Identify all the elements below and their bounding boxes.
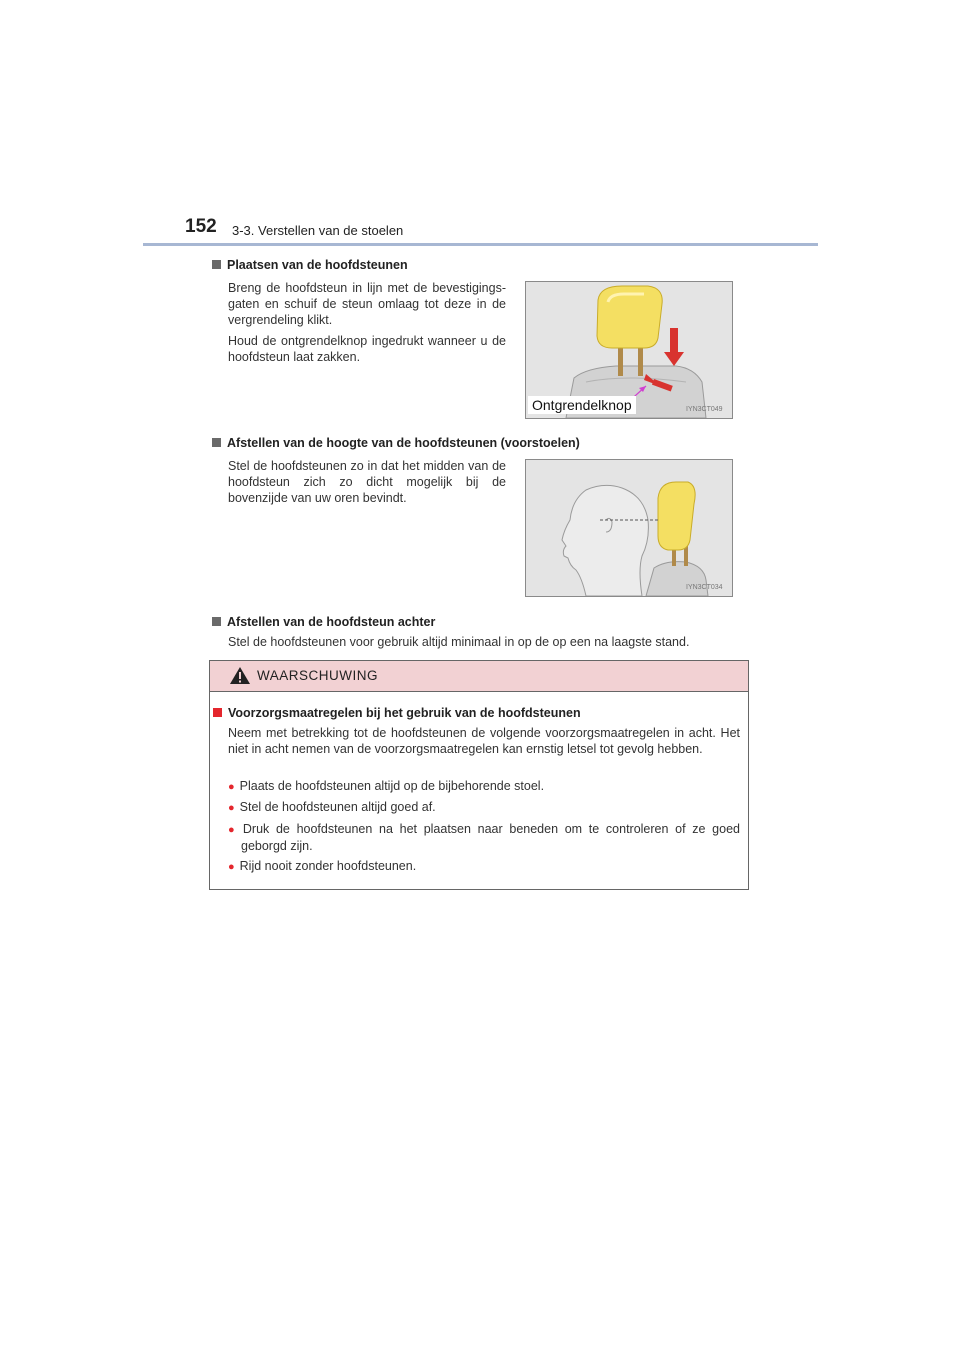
warning-box (209, 660, 749, 890)
red-dot-icon: ● (228, 861, 235, 873)
figure-code: IYN3CT034 (686, 584, 723, 591)
bullet-text: Rijd nooit zonder hoofdsteunen. (239, 859, 417, 873)
heading-placing-headrests (212, 258, 408, 272)
square-bullet-icon (212, 617, 221, 626)
square-bullet-icon (212, 260, 221, 269)
bullet-text: Stel de hoofdsteunen altijd goed af. (239, 800, 436, 814)
warning-title: WAARSCHUWING (257, 668, 378, 683)
warning-bullet-3 (228, 821, 740, 854)
heading-text: Afstellen van de hoogte van de hoofdsteunen (voorstoelen) (227, 436, 580, 450)
warning-bullet-1 (228, 778, 740, 795)
label-release-button: Ontgrendelknop (528, 396, 636, 414)
heading-text: Plaatsen van de hoofdsteunen (227, 258, 408, 272)
warning-bullet-4 (228, 858, 740, 875)
figure-headrest-height (525, 459, 733, 597)
warning-header (210, 661, 748, 692)
warning-heading (213, 706, 581, 720)
figure-headrest-release (525, 281, 733, 419)
figure-code: IYN3CT049 (686, 406, 723, 413)
paragraph-align-headrest: Breng de hoofdsteun in lijn met de bevestigings- gaten en schuif de steun omlaag tot deze in de vergrendeling klikt. (228, 281, 506, 327)
warning-bullet-2 (228, 799, 740, 816)
heading-text: Afstellen van de hoofdsteun achter (227, 615, 436, 629)
bullet-text: Druk de hoofdsteunen na het plaatsen naar beneden om te controleren of ze goed geborgd zijn. (241, 822, 740, 853)
warning-paragraph: Neem met betrekking tot de hoofdsteunen de volgende voorzorgsmaatregelen in acht. Het niet in acht nemen van de voorzorgsmaatregelen kan ernstig letsel tot gevolg hebben. (228, 726, 740, 756)
section-title: 3-3. Verstellen van de stoelen (232, 223, 404, 238)
paragraph-release-button: Houd de ontgrendelknop ingedrukt wanneer u de hoofdsteun laat zakken. (228, 334, 506, 364)
red-dot-icon: ● (228, 802, 235, 814)
square-bullet-icon (213, 708, 222, 717)
heading-height-adjust (212, 436, 580, 450)
square-bullet-icon (212, 438, 221, 447)
header-rule (143, 243, 818, 246)
page-number: 152 (185, 216, 217, 237)
paragraph-rear-headrest: Stel de hoofdsteunen voor gebruik altijd minimaal in op de op een na laagste stand. (228, 635, 690, 649)
red-dot-icon: ● (228, 781, 235, 793)
warning-heading-text: Voorzorgsmaatregelen bij het gebruik van de hoofdsteunen (228, 706, 581, 720)
heading-rear-headrest (212, 615, 435, 629)
head-and-headrest-illustration (526, 460, 732, 596)
paragraph-height-adjust: Stel de hoofdsteunen zo in dat het midden van de hoofdsteun zich zo dicht mogelijk bij de bovenzijde van uw oren bevindt. (228, 459, 506, 505)
bullet-text: Plaats de hoofdsteunen altijd op de bijbehorende stoel. (239, 779, 545, 793)
red-dot-icon: ● (228, 824, 238, 836)
warning-triangle-icon (229, 666, 251, 685)
